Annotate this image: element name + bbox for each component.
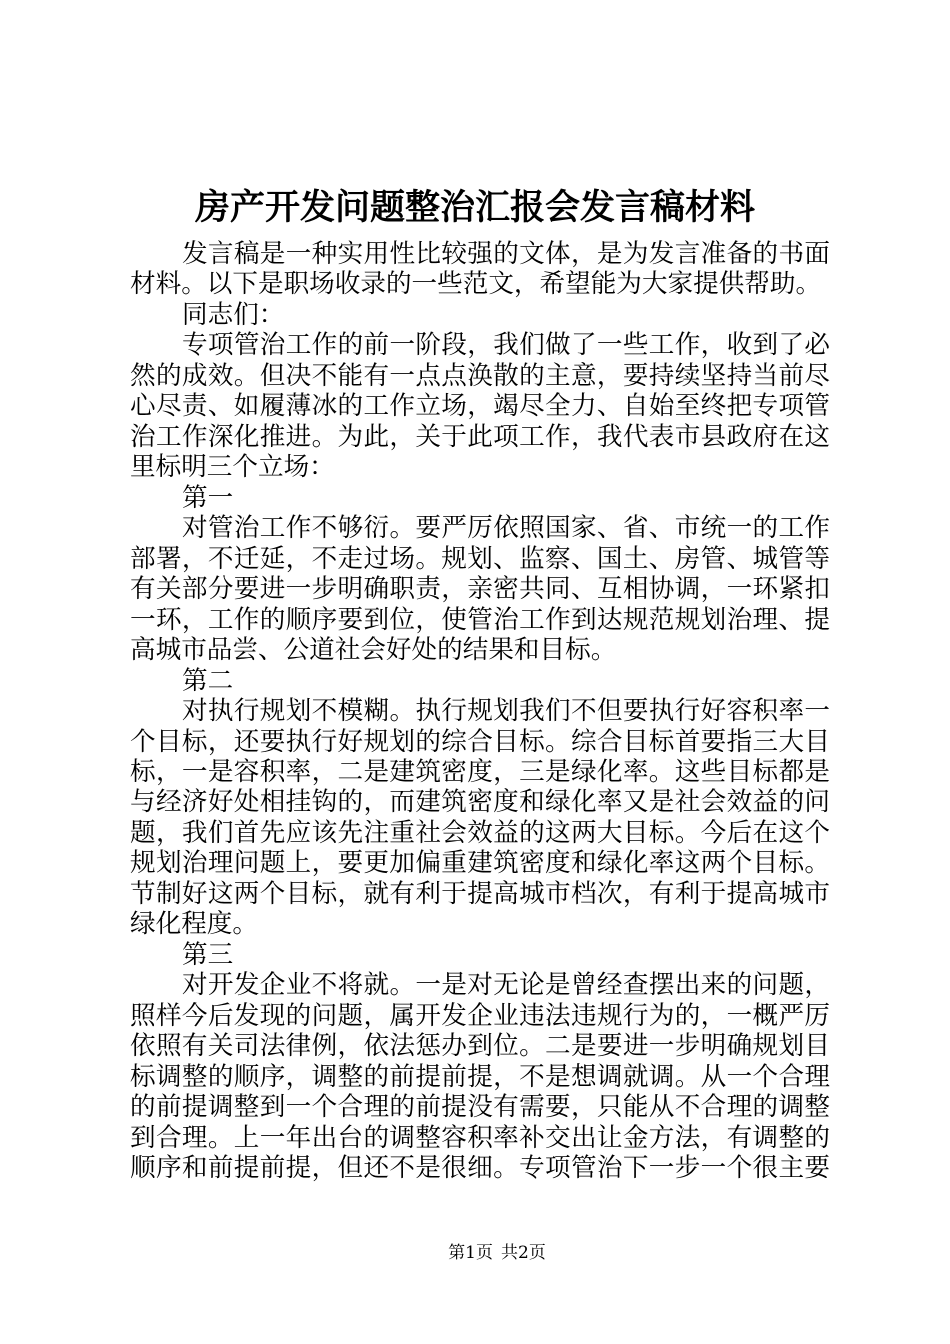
page-total: 共2页 bbox=[501, 1243, 546, 1263]
body-line: 对执行规划不模糊。执行规划我们不但要执行好容积率一 bbox=[182, 696, 830, 727]
paragraph bbox=[130, 970, 830, 1183]
page-footer bbox=[0, 1243, 950, 1263]
body-line: 的前提调整到一个合理的前提没有需要，只能从不合理的调整 bbox=[130, 1092, 830, 1123]
page-number: 第1页 bbox=[448, 1243, 493, 1263]
body-line: 部署，不迁延，不走过场。规划、监察、国土、房管、城管等 bbox=[130, 543, 830, 574]
paragraph bbox=[130, 513, 830, 665]
body-line: 顺序和前提前提，但还不是很细。专项管治下一步一个很主要 bbox=[130, 1153, 830, 1184]
section-heading bbox=[130, 666, 830, 696]
body-line: 材料。以下是职场收录的一些范文，希望能为大家提供帮助。 bbox=[130, 269, 822, 300]
body-line: 高城市品尝、公道社会好处的结果和目标。 bbox=[130, 635, 617, 666]
section-heading bbox=[130, 483, 830, 513]
body-line: 标，一是容积率，二是建筑密度，三是绿化率。这些目标都是 bbox=[130, 756, 830, 787]
body-line: 依照有关司法律例，依法惩办到位。二是要进一步明确规划目 bbox=[130, 1031, 830, 1062]
paragraph bbox=[130, 330, 830, 482]
salutation bbox=[130, 300, 830, 330]
body-line: 有关部分要进一步明确职责，亲密共同、互相协调，一环紧扣 bbox=[130, 574, 830, 605]
body-line: 与经济好处相挂钩的，而建筑密度和绿化率又是社会效益的问 bbox=[130, 787, 830, 818]
paragraph bbox=[130, 696, 830, 940]
body-line: 到合理。上一年出台的调整容积率补交出让金方法，有调整的 bbox=[130, 1122, 830, 1153]
document-title: 房产开发问题整治汇报会发言稿材料 bbox=[194, 187, 755, 228]
body-line: 照样今后发现的问题，属开发企业违法违规行为的，一概严厉 bbox=[130, 1000, 830, 1031]
section-heading-text: 第三 bbox=[182, 939, 234, 970]
section-heading-text: 第二 bbox=[182, 665, 234, 696]
body-line: 标调整的顺序，调整的前提前提，不是想调就调。从一个合理 bbox=[130, 1061, 830, 1092]
body-line: 里标明三个立场： bbox=[130, 452, 335, 483]
body-line: 专项管治工作的前一阶段，我们做了一些工作，收到了必 bbox=[182, 330, 830, 361]
body-line: 个目标，还要执行好规划的综合目标。综合目标首要指三大目 bbox=[130, 726, 830, 757]
body-line: 规划治理问题上，要更加偏重建筑密度和绿化率这两个目标。 bbox=[130, 848, 830, 879]
intro-paragraph bbox=[130, 239, 830, 300]
body-line: 对管治工作不够衍。要严厉依照国家、省、市统一的工作 bbox=[182, 513, 830, 544]
body-line: 同志们： bbox=[182, 299, 285, 330]
body-line: 一环，工作的顺序要到位，使管治工作到达规范规划治理、提 bbox=[130, 604, 830, 635]
body-line: 节制好这两个目标，就有利于提高城市档次，有利于提高城市 bbox=[130, 878, 830, 909]
body-line: 治工作深化推进。为此，关于此项工作，我代表市县政府在这 bbox=[130, 421, 830, 452]
section-heading-text: 第一 bbox=[182, 482, 234, 513]
body-line: 然的成效。但决不能有一点点涣散的主意，要持续坚持当前尽 bbox=[130, 360, 830, 391]
body-line: 发言稿是一种实用性比较强的文体，是为发言准备的书面 bbox=[182, 239, 830, 269]
body-line: 题，我们首先应该先注重社会效益的这两大目标。今后在这个 bbox=[130, 817, 830, 848]
body-line: 心尽责、如履薄冰的工作立场，竭尽全力、自始至终把专项管 bbox=[130, 391, 830, 422]
document-body bbox=[130, 239, 830, 1184]
section-heading bbox=[130, 940, 830, 970]
body-line: 绿化程度。 bbox=[130, 909, 258, 940]
body-line: 对开发企业不将就。一是对无论是曾经查摆出来的问题， bbox=[182, 970, 830, 1001]
